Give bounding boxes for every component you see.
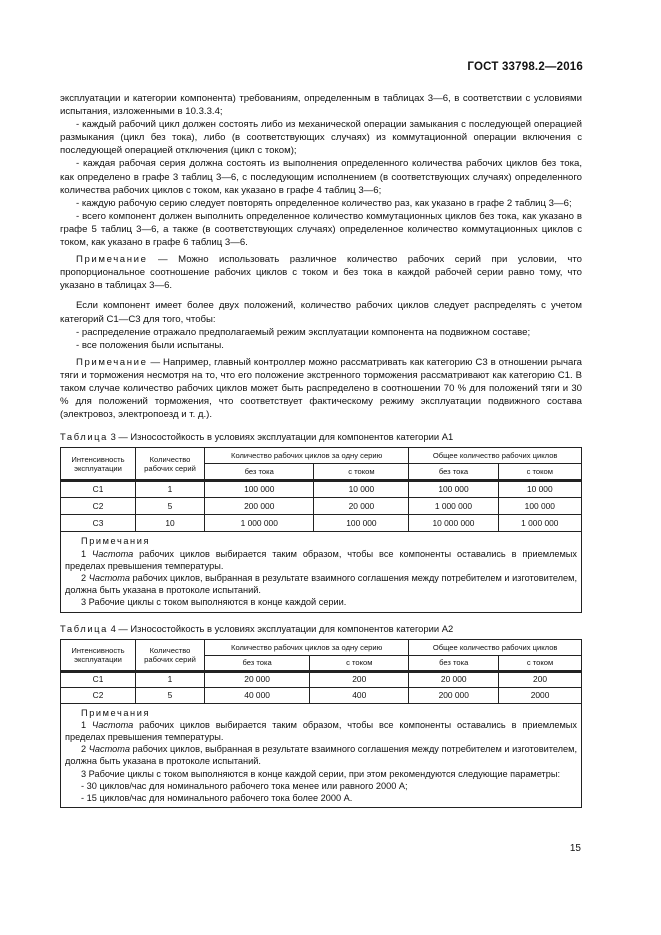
table-cell: 100 000: [205, 481, 314, 498]
col-header-cycles-per-series: Количество рабочих циклов за одну серию: [205, 448, 409, 464]
table-row: [61, 481, 582, 498]
document-code: ГОСТ 33798.2—2016: [467, 61, 583, 73]
table-caption: [60, 622, 582, 635]
col-header-cycles-per-series: Количество рабочих циклов за одну серию: [205, 639, 409, 655]
col-header-intensity: Интенсивность эксплуатации: [61, 448, 136, 481]
table-cell: 10 000: [314, 481, 409, 498]
note-text: — Можно использовать различное количество рабочих серий при условии, что пропорциональное соотношение рабочих циклов с током и без тока в каждой рабочей серии равно тому, что указано в таблицах 3—6.: [60, 254, 582, 292]
table-notes: [61, 703, 582, 808]
table-row: [61, 515, 582, 532]
table-cell: 200: [310, 671, 409, 687]
table-cell: С1: [61, 481, 136, 498]
note-label: Примечание: [76, 356, 148, 368]
table-cell: 2000: [499, 687, 582, 703]
note-paragraph: [60, 356, 582, 421]
list-item: - каждый рабочий цикл должен состоять либо из механической операции замыкания с последующей операцией размыкания (цикл без тока), либо (в соответствующих случаях) из коммутационной операции включения с последующей операцией отключения (цикл с током);: [60, 119, 582, 157]
list-item: - каждую рабочую серию следует повторять определенное количество раз, как указано в графе 2 таблиц 3—6;: [76, 197, 572, 209]
table-cell: 20 000: [314, 498, 409, 515]
note-label: Примечание: [76, 254, 148, 266]
page-number: 15: [569, 843, 581, 854]
col-header-series: Количество рабочих серий: [136, 448, 205, 481]
table-cell: 100 000: [314, 515, 409, 532]
table-caption-text: 4 — Износостойкость в условиях эксплуатации для компонентов категории А2: [107, 622, 454, 634]
note-item: 1 Частота рабочих циклов выбирается таким образом, чтобы все компоненты оставались в приемлемых пределах превышения температуры.: [65, 719, 577, 743]
table-cell: С2: [61, 498, 136, 515]
table-cell: 100 000: [409, 481, 498, 498]
note-item: 2 Частота рабочих циклов, выбранная в результате взаимного соглашения между потребителем и изготовителем, должна быть указана в протоколе испытаний.: [65, 572, 578, 596]
subheader-no-current: без тока: [409, 655, 499, 671]
table-caption-label: Таблица: [60, 622, 108, 634]
table-cell: 200: [499, 671, 582, 687]
note-item: 2 Частота рабочих циклов, выбранная в результате взаимного соглашения между потребителем и изготовителем, должна быть указана в протоколе испытаний.: [65, 744, 578, 767]
main-text: [60, 92, 582, 808]
table-cell: 10: [136, 515, 205, 532]
table-cell: 5: [136, 498, 205, 515]
note-sub-item: - 15 циклов/час для номинального рабочего тока более 2000 А.: [81, 793, 353, 804]
table-cell: 100 000: [498, 498, 581, 515]
table-cell: 5: [136, 687, 205, 703]
col-header-intensity: Интенсивность эксплуатации: [61, 639, 136, 671]
table-row: [61, 671, 582, 687]
paragraph: Если компонент имеет более двух положений, количество рабочих циклов следует распределять с учетом категорий С1—С3 для того, чтобы:: [60, 300, 582, 325]
table-cell: 1: [136, 481, 205, 498]
table-cell: 10 000 000: [409, 515, 498, 532]
table-cell: 20 000: [409, 671, 499, 687]
list-item: - каждая рабочая серия должна состоять из выполнения определенного количества рабочих циклов без тока, как определено в графе 3 таблиц 3—6, с последующим исполнением (в соответствующих случаях) определенного количества рабочих циклов с током, как указано в графе 4 таблиц 3—6;: [60, 158, 582, 196]
subheader-with-current: с током: [498, 464, 581, 481]
table-caption: [60, 430, 582, 443]
table-3: [60, 447, 582, 612]
note-item: 3 Рабочие циклы с током выполняются в конце каждой серии, при этом рекомендуются следующие параметры:: [81, 768, 561, 779]
table-caption-label: Таблица: [60, 431, 108, 443]
subheader-no-current: без тока: [205, 464, 314, 481]
note-text: — Например, главный контроллер можно рассматривать как категорию С3 в отношении рычага тяги и торможения несмотря на то, что его положение экстренного торможения рассматривают как категорию С1. В таком случае количество рабочих циклов может быть распределено в соотношении 70 % для положений тяги и 30 % для положений торможения, что соответствует фактическому режиму эксплуатации подвижного состава (электровоз, электропоезд и т. д.).: [60, 356, 582, 421]
note-paragraph: [60, 253, 582, 292]
subheader-with-current: с током: [314, 464, 409, 481]
subheader-no-current: без тока: [409, 464, 498, 481]
table-cell: С2: [61, 687, 136, 703]
subheader-with-current: с током: [310, 655, 409, 671]
table-cell: С1: [61, 671, 136, 687]
table-cell: 200 000: [409, 687, 499, 703]
col-header-total-cycles: Общее количество рабочих циклов: [409, 448, 582, 464]
col-header-series: Количество рабочих серий: [136, 639, 205, 671]
note-item: 3 Рабочие циклы с током выполняются в конце каждой серии.: [81, 597, 347, 608]
table-cell: 400: [310, 687, 409, 703]
table-cell: 200 000: [205, 498, 314, 515]
notes-label: Примечания: [81, 707, 151, 718]
table-cell: 1 000 000: [409, 498, 498, 515]
note-item: 1 Частота рабочих циклов выбирается таким образом, чтобы все компоненты оставались в приемлемых пределах превышения температуры.: [65, 548, 577, 571]
paragraph: эксплуатации и категории компонента) требованиям, определенным в таблицах 3—6, в соответствии с условиями испытания, изложенными в 10.3.3.4;: [60, 93, 582, 118]
table-cell: 10 000: [498, 481, 581, 498]
table-4: [60, 639, 582, 809]
subheader-no-current: без тока: [205, 655, 310, 671]
col-header-total-cycles: Общее количество рабочих циклов: [409, 639, 582, 655]
table-cell: С3: [61, 515, 136, 532]
table-cell: 1: [136, 671, 205, 687]
table-caption-text: 3 — Износостойкость в условиях эксплуатации для компонентов категории А1: [107, 431, 454, 443]
note-sub-item: - 30 циклов/час для номинального рабочего тока менее или равного 2000 А;: [81, 780, 408, 791]
list-item: - всего компонент должен выполнить определенное количество коммутационных циклов без тока, как указано в графе 5 таблиц 3—6, а также (в соответствующих случаях) определенное количество коммутационных циклов с током, как указано в графе 6 таблиц 3—6.: [60, 210, 582, 249]
table-row: [61, 498, 582, 515]
table-cell: 40 000: [205, 687, 310, 703]
table-notes: [61, 532, 582, 612]
subheader-with-current: с током: [499, 655, 582, 671]
list-item: - все положения были испытаны.: [76, 339, 224, 351]
notes-label: Примечания: [81, 536, 151, 547]
table-cell: 1 000 000: [205, 515, 314, 532]
table-row: [61, 687, 582, 703]
table-cell: 20 000: [205, 671, 310, 687]
list-item: - распределение отражало предполагаемый режим эксплуатации компонента на подвижном составе;: [76, 326, 531, 338]
table-cell: 1 000 000: [498, 515, 581, 532]
